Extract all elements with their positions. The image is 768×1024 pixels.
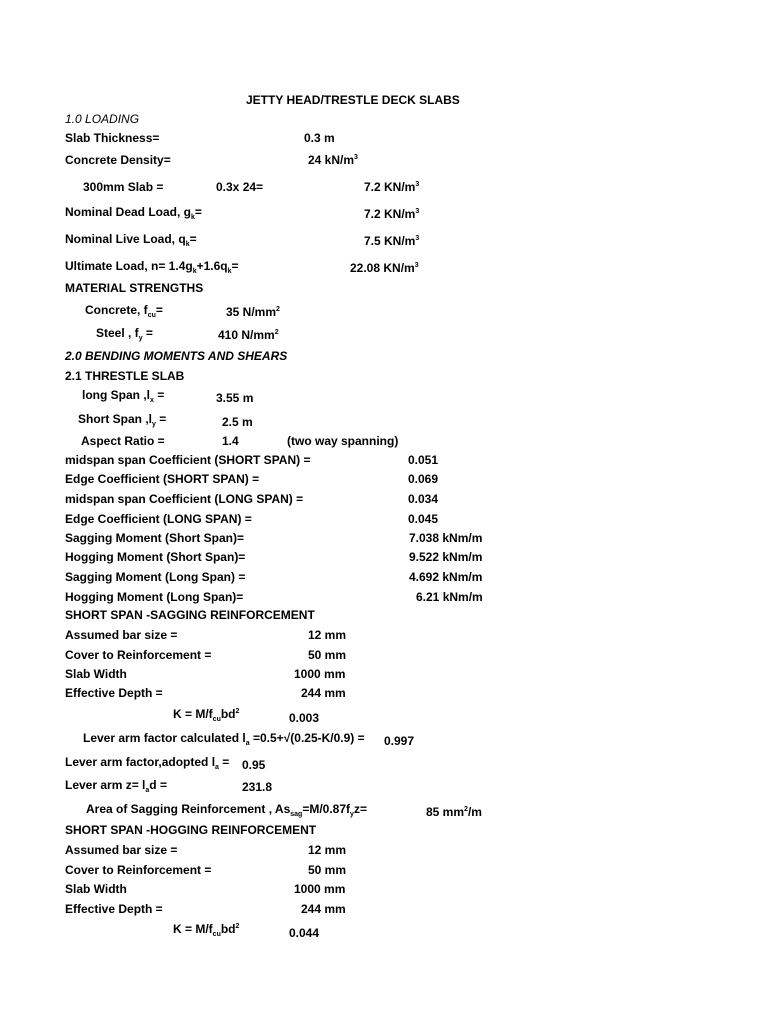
coefficient-value: 0.069: [408, 472, 439, 486]
section-heading-bending: 2.0 BENDING MOMENTS AND SHEARS: [65, 349, 288, 363]
lever-arm-adopted-value: 0.95: [242, 758, 266, 772]
section-heading-materials: MATERIAL STRENGTHS: [65, 281, 204, 295]
slab-width-value: 1000 mm: [294, 667, 346, 681]
steel-strength-label: Steel , $f_y$ =: [96, 326, 153, 342]
effective-depth-label: Effective Depth =: [65, 902, 163, 916]
coefficient-value: 0.045: [408, 512, 439, 526]
moment-label: Sagging Moment (Short Span)=: [65, 531, 244, 545]
sagging-area-label: Area of Sagging Reinforcement , $As_{sag}=M/0.87f_yz=$: [86, 802, 367, 818]
lever-arm-adopted-label: Lever arm factor,adopted $l_a$ =: [65, 755, 230, 771]
aspect-ratio-value: 1.4: [222, 434, 239, 448]
slab-width-label: Slab Width: [65, 667, 127, 681]
live-load-value: 7.5 $KN/m^3$: [364, 234, 420, 248]
concrete-density-label: Concrete Density=: [65, 153, 171, 167]
live-load-label: Nominal Live Load, $q_k=$: [65, 232, 197, 248]
ultimate-load-value: 22.08 $KN/m^3$: [350, 261, 419, 275]
section-heading-trestle-slab: 2.1 THRESTLE SLAB: [65, 369, 185, 383]
slab-width-label: Slab Width: [65, 882, 127, 896]
k-formula: $K = M/f_{cu}bd^2$: [173, 922, 240, 938]
slab300-value: 7.2 $KN/m^3$: [364, 180, 420, 194]
short-span-value: 2.5 m: [222, 415, 253, 429]
long-span-value: 3.55 m: [216, 391, 254, 405]
section-heading-short-sagging: SHORT SPAN -SAGGING REINFORCEMENT: [65, 608, 315, 622]
dead-load-label: Nominal Dead Load, $g_k=$: [65, 205, 202, 221]
dead-load-value: 7.2 $KN/m^3$: [364, 207, 420, 221]
concrete-strength-label: Concrete, $f_{cu}=$: [85, 303, 163, 319]
moment-label: Sagging Moment (Long Span) =: [65, 570, 246, 584]
coefficient-label: Edge Coefficient (SHORT SPAN) =: [65, 472, 260, 486]
coefficient-value: 0.034: [408, 492, 439, 506]
aspect-ratio-note: (two way spanning): [287, 434, 399, 448]
moment-value: 4.692 kNm/m: [409, 570, 483, 584]
moment-label: Hogging Moment (Short Span)=: [65, 550, 246, 564]
lever-arm-label: Lever arm $z= l_ad$ =: [65, 778, 167, 794]
moment-label: Hogging Moment (Long Span)=: [65, 590, 244, 604]
slab-thickness-label: Slab Thickness=: [65, 131, 160, 145]
coefficient-value: 0.051: [408, 453, 439, 467]
effective-depth-label: Effective Depth =: [65, 686, 163, 700]
short-span-label: Short Span $,l_y$ =: [78, 412, 167, 428]
concrete-strength-value: 35 $N/mm^2$: [226, 305, 280, 319]
section-heading-short-hogging: SHORT SPAN -HOGGING REINFORCEMENT: [65, 823, 317, 837]
moment-value: 7.038 kNm/m: [409, 531, 483, 545]
coefficient-label: midspan span Coefficient (SHORT SPAN) =: [65, 453, 311, 467]
concrete-density-value: 24 $kN/m^3$: [308, 153, 358, 167]
slab300-label: 300mm Slab =: [83, 180, 164, 194]
section-heading-loading: 1.0 LOADING: [65, 112, 140, 126]
steel-strength-value: 410 $N/mm^2$: [218, 328, 279, 342]
slab300-expression: 0.3x 24=: [216, 180, 264, 194]
moment-value: 9.522 kNm/m: [409, 550, 483, 564]
lever-arm-calculated-label: Lever arm factor calculated $l_a =0.5+√(0.25-K/0.9)$ =: [83, 731, 365, 747]
lever-arm-calculated-value: 0.997: [384, 734, 415, 748]
bar-size-label: Assumed bar size =: [65, 843, 178, 857]
sagging-area-value: 85 $mm^2/m$: [426, 805, 482, 819]
bar-size-value: 12 mm: [308, 843, 347, 857]
bar-size-label: Assumed bar size =: [65, 628, 178, 642]
ultimate-load-label: Ultimate Load, $n= 1.4g_k+1.6q_k=$: [65, 259, 239, 275]
lever-arm-value: 231.8: [242, 780, 273, 794]
k-formula: $K = M/f_{cu}bd^2$: [173, 707, 240, 723]
cover-label: Cover to Reinforcement =: [65, 863, 212, 877]
cover-value: 50 mm: [308, 648, 347, 662]
slab-thickness-value: 0.3 m: [304, 131, 335, 145]
moment-value: 6.21 kNm/m: [416, 590, 483, 604]
cover-value: 50 mm: [308, 863, 347, 877]
page-title: JETTY HEAD/TRESTLE DECK SLABS: [246, 93, 460, 107]
bar-size-value: 12 mm: [308, 628, 347, 642]
long-span-label: long Span $,l_x$ =: [82, 388, 165, 404]
cover-label: Cover to Reinforcement =: [65, 648, 212, 662]
aspect-ratio-label: Aspect Ratio =: [81, 434, 165, 448]
coefficient-label: midspan span Coefficient (LONG SPAN) =: [65, 492, 304, 506]
slab-width-value: 1000 mm: [294, 882, 346, 896]
k-value: 0.003: [289, 711, 320, 725]
effective-depth-value: 244 mm: [301, 902, 346, 916]
k-value: 0.044: [289, 926, 320, 940]
coefficient-label: Edge Coefficient (LONG SPAN) =: [65, 512, 252, 526]
effective-depth-value: 244 mm: [301, 686, 346, 700]
